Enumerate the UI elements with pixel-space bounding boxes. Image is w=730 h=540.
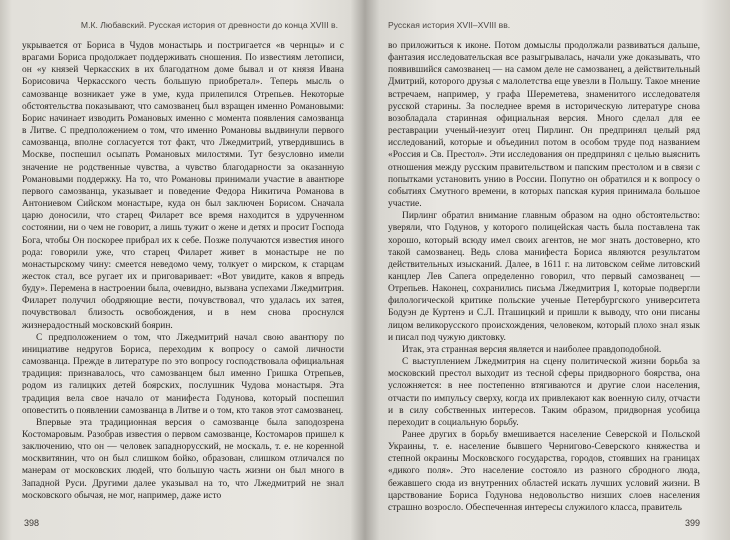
paragraph: Итак, эта странная версия является и наиболее правдоподобной.	[402, 344, 662, 355]
paragraph: С предположением о том, что Лжедмитрий начал свою авантюру по инициативе недругов Бориса, переходим к вопросу о самой личности самозванца. Прежде в литературе по это вопросу господствовала официальная традиция: признавалось, что самозванцем был именно Гришка Отрепьев, родом из галицких детей боярских, послушник Чудова монастыря. Эта традиция вела свое начало от манифеста Годунова, который поспешил оповестить о появлении самозванца в Литве и о том, кто таков этот самозванец.	[22, 332, 344, 416]
left-page	[0, 0, 364, 540]
page-body	[388, 40, 700, 514]
running-head: Русская история XVII–XVIII вв.	[388, 20, 511, 30]
paragraph: укрывается от Бориса в Чудов монастырь и постригается «в чернцы» и с врагами Бориса продолжает поддерживать сношения. По известиям летописи, он «у князей Черкасских в их благодатном доме бывал и от князя Ивана Борисовича Черкасского честь большую приобретал». Теперь мысль о самозванце возникает уже в уме, куда прилепился Отрепьев. Некоторые обстоятельства показывают, что самозванец был взращен именно Романовыми: Борис начинает изводить Романовых именно с момента появления самозванца в Литве. С предположением о том, что именно Романовы выдвинули первого самозванца, вполне согласуется тот факт, что Лжедмитрий, утвердившись в Москве, поспешил осыпать Романовых милостями. Тут безусловно имели значение не родственные чувства, а чувство благодарности за оказанную Романовыми поддержку. На то, что Романовы принимали участие в авантюре первого самозванца, указывает и поведение Федора Никитича Романова в Антониевом Сийском монастыре, куда он был заключен Борисом. Сначала царю доносили, что старец Филарет все время находится в удрученном состоянии, ни о чем не говорит, а лишь тужит о жене и детях и просит Господа Бога, чтобы Он поскорее прибрал их к себе. Позже получаются известия иного рода: говорили уже, что старец Филарет живет в монастыре не по монастырскому чину: смеется неведомо чему, толкует о мирском, к старцам жесток стал, все ругает их и приговаривает: «Вот увидите, каков я впредь буду». Перемена в настроении была, очевидно, вызвана успехами Лжедмитрия. Филарет получил ободряющие вести, почувствовал, что удалась их затея, почувствовал близость освобождения, и в нем снова проснулся жизнерадостный московский боярин.	[22, 41, 344, 331]
page-number: 398	[24, 518, 40, 528]
right-page	[366, 0, 730, 540]
paragraph: Впервые эта традиционная версия о самозванце была заподозрена Костомаровым. Разобрав известия о первом самозванце, Костомаров пришел к заключению, что он — человек западнорусский, не москаль, т. е. не коренной москвитянин, что он был слишком бойко, образован, слишком отличался по манерам от московских людей, что большую часть жизни он был много в Западной Руси. Другими далее указывал на то, что Лжедмитрий не знал московского обычая, не мог, например, даже исто	[22, 417, 344, 501]
page-number: 399	[684, 518, 700, 528]
paragraph: С выступлением Лжедмитрия на сцену политической жизни борьба за московский престол выходит из тесной сферы придворного боярства, она усложняется: в нее постепенно втягиваются и другие слои населения, отчасти по импульсу сверху, когда их привлекают как военную силу, отчасти и в силу собственных интересов. Таким образом, придворная усобица переходит в социальную борьбу.	[388, 357, 700, 428]
page-body	[22, 40, 344, 502]
paragraph: Пирлинг обратил внимание главным образом на одно обстоятельство: уверяли, что Годунов, у которого полицейская часть была поставлена так хорошо, который всюду имел своих агентов, не мог знать достоверно, кто такой самозванец. Ведь слова манифеста Бориса являются результатом действительных изысканий. Далее, в 1611 г. на литовском сейме литовский канцлер Лев Сапега определенно говорил, что первый самозванец — Отрепьев. Наконец, сохранились письма Лжедмитрия I, которые подвергли филологической критике польские ученые Петербургского университета Бодуэн де Куртенэ и С.Л. Пташицкий и пришли к выводу, что они писаны лицом великорусского происхождения, человеком, который плохо знал язык и писал под чужую диктовку.	[388, 211, 700, 343]
paragraph: Ранее других в борьбу вмешивается население Северской и Польской Украины, т. е. население бывшего Чернигово-Северского княжества и степной окраины Московского государства, городов, стоявших на границах «дикого поля». Это население состояло из разного сбродного люда, бежавшего сюда из внутренних областей искать лучших условий жизни. В царствование Бориса Годунова недовольство низших слоев населения страшно возросло. Обеспеченная интересы служилого класса, правитель	[388, 430, 700, 513]
paragraph: во приложиться к иконе. Потом домыслы продолжали развиваться дальше, фантазия исследовательская все разыгрывалась, начали уже доказывать, что появившийся самозванец — на самом деле не самозванец, а действительный Дмитрий, которого друзья с малолетства еще увезли в Польшу. Такое мнение встречаем, например, у графа Шереметева, знаменитого исследователя русской старины. За последнее время в историческую литературе снова возобладала старинная официальная версия. Много сделал для ее реставрации ученый-иезуит отец Пирлинг. Он предпринял целый ряд исследований, которые и объединил потом в особом труде под названием «Россия и Св. Престол». Эти исследования он предпринял с целью выяснить отношения между русским правительством и папским престолом и в связи с попытками установить унию в России. Попутно он обратился и к вопросу о событиях Смутного времени, в которых папская курия принимала большое участие.	[388, 41, 700, 210]
running-head: М.К. Любавский. Русская история от древности до конца XVIII в.	[80, 20, 338, 30]
